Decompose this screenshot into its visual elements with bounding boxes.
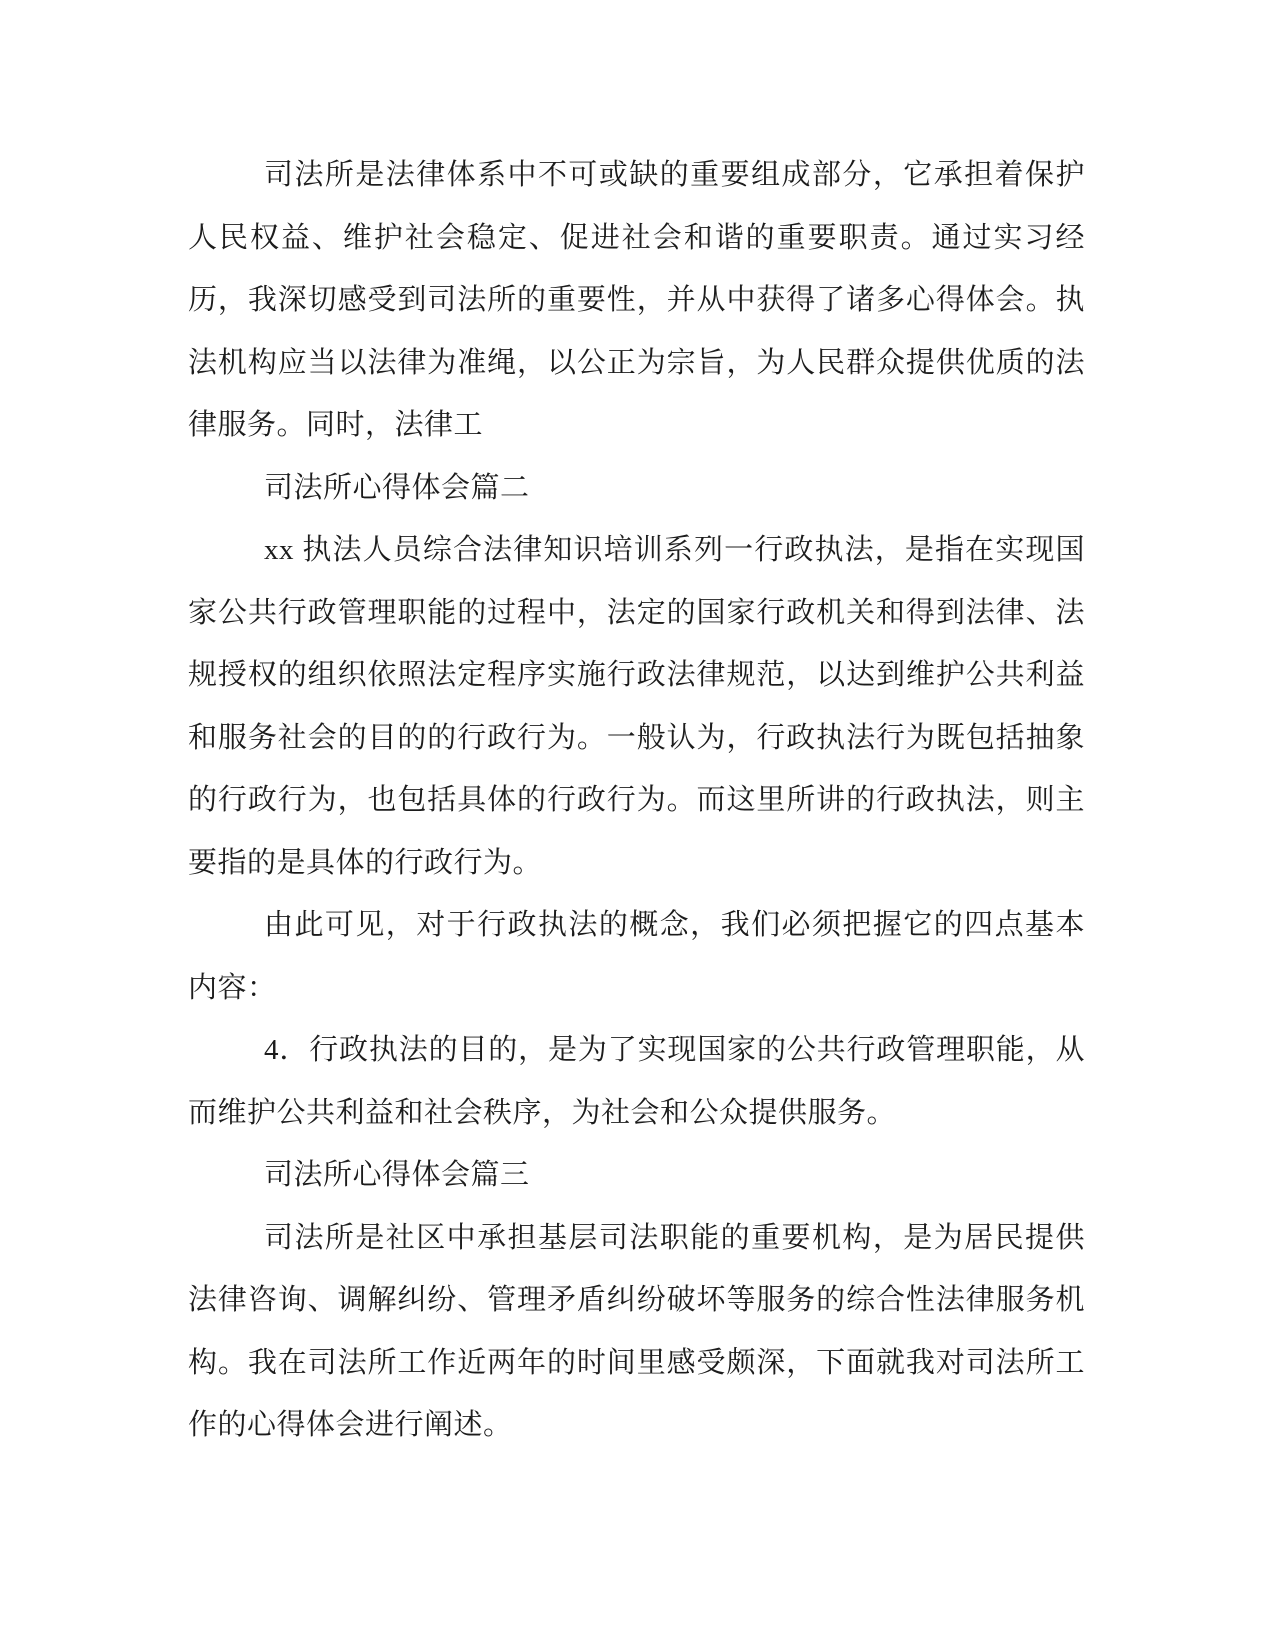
body-paragraph: xx 执法人员综合法律知识培训系列一行政执法，是指在实现国家公共行政管理职能的过程中，法定的国家行政机关和得到法律、法规授权的组织依照法定程序实施行政法律规范，以达到维护公共利益和服务社会的目的的行政行为。一般认为，行政执法行为既包括抽象的行政行为，也包括具体的行政行为。而这里所讲的行政执法，则主要指的是具体的行政行为。: [188, 534, 1085, 879]
body-paragraph: 由此可见，对于行政执法的概念，我们必须把握它的四点基本内容：: [188, 909, 1085, 1004]
document-body: [188, 144, 1085, 1457]
section-heading: 司法所心得体会篇三: [264, 1159, 530, 1191]
section-heading: 司法所心得体会篇二: [264, 471, 530, 504]
body-paragraph: 4．行政执法的目的，是为了实现国家的公共行政管理职能，从而维护公共利益和社会秩序，为社会和公众提供服务。: [188, 1034, 1085, 1129]
body-paragraph: 司法所是社区中承担基层司法职能的重要机构，是为居民提供法律咨询、调解纠纷、管理矛盾纠纷破坏等服务的综合性法律服务机构。我在司法所工作近两年的时间里感受颇深，下面就我对司法所工作的心得体会进行阐述。: [188, 1221, 1085, 1441]
body-paragraph: 司法所是法律体系中不可或缺的重要组成部分，它承担着保护人民权益、维护社会稳定、促进社会和谐的重要职责。通过实习经历，我深切感受到司法所的重要性，并从中获得了诸多心得体会。执法机构应当以法律为准绳，以公正为宗旨，为人民群众提供优质的法律服务。同时，法律工: [188, 159, 1085, 441]
